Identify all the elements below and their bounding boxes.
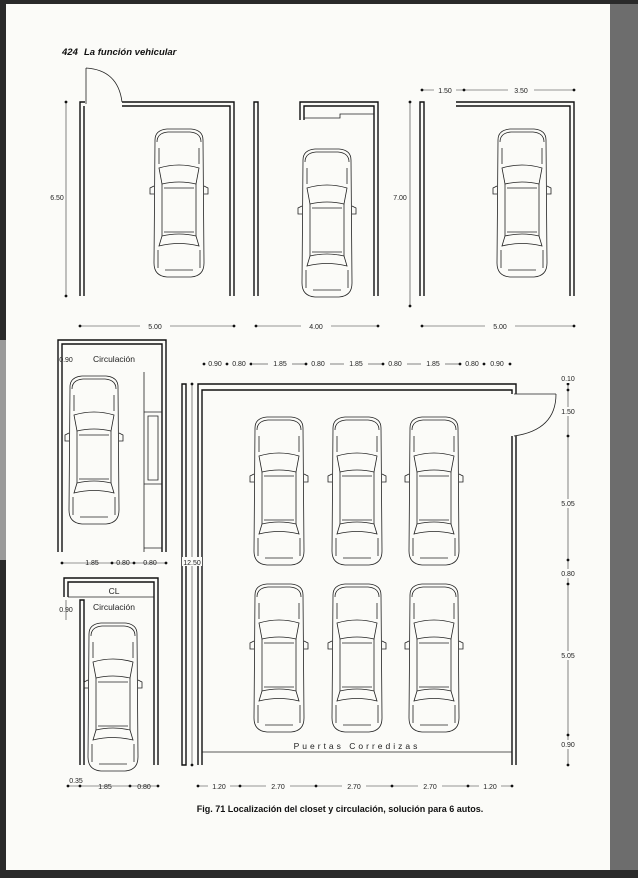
dim-f-top-8: 0.80 [465, 361, 479, 368]
dim-c-top-right: 3.50 [514, 88, 528, 95]
dim-a-width: 5.00 [148, 324, 162, 331]
dim-f-top-5: 1.85 [349, 361, 363, 368]
dim-d-bottom-1: 1.85 [85, 560, 99, 567]
sliding-doors-label: Puertas Corredizas [293, 741, 421, 751]
dim-f-right-6: 0.90 [561, 742, 575, 749]
dim-f-bottom-4: 2.70 [423, 784, 437, 791]
dim-f-right-1: 0.10 [561, 376, 575, 383]
dim-f-right-3: 5.05 [561, 501, 575, 508]
dim-f-depth: 12.50 [183, 560, 201, 567]
dim-a-depth: 6.50 [50, 195, 64, 202]
dim-f-top-1: 0.90 [208, 361, 222, 368]
dim-f-bottom-5: 1.20 [483, 784, 497, 791]
dim-e-bottom-2: 1.85 [98, 784, 112, 791]
dim-d-top: 0.90 [59, 357, 73, 364]
dim-f-right-5: 5.05 [561, 653, 575, 660]
dim-c-top-left: 1.50 [438, 88, 452, 95]
plan-d-circulation-label: Circulación [92, 354, 136, 364]
dim-f-right-4: 0.80 [561, 571, 575, 578]
dim-f-bottom-1: 1.20 [212, 784, 226, 791]
dim-f-bottom-2: 2.70 [271, 784, 285, 791]
plan-e-circulation-label: Circulación [92, 602, 136, 612]
dim-f-top-3: 1.85 [273, 361, 287, 368]
dim-f-top-7: 1.85 [426, 361, 440, 368]
figure-caption: Fig. 71 Localización del closet y circulación, solución para 6 autos. [196, 804, 484, 814]
dim-e-side: 0.90 [59, 607, 73, 614]
dim-f-top-4: 0.80 [311, 361, 325, 368]
dim-f-top-2: 0.80 [232, 361, 246, 368]
page-header-title: La función vehicular [84, 47, 177, 58]
dim-d-bottom-2: 0.80 [116, 560, 130, 567]
dim-f-top-9: 0.90 [490, 361, 504, 368]
dim-b-width: 4.00 [309, 324, 323, 331]
dim-f-bottom-3: 2.70 [347, 784, 361, 791]
dim-e-bottom-3: 0.80 [137, 784, 151, 791]
dim-c-width: 5.00 [493, 324, 507, 331]
dim-f-right-2: 1.50 [561, 409, 575, 416]
dim-f-top-6: 0.80 [388, 361, 402, 368]
dim-d-bottom-3: 0.80 [143, 560, 157, 567]
dim-e-bottom-1: 0.35 [69, 778, 83, 785]
page-number: 424 [62, 47, 78, 58]
closet-label: CL [108, 586, 120, 596]
dim-c-depth: 7.00 [393, 195, 407, 202]
